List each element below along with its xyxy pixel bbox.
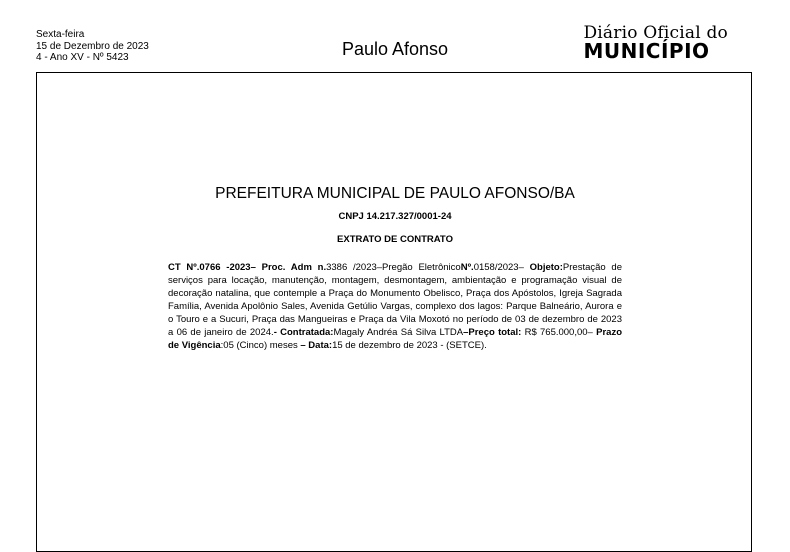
contratada-text: Magaly Andréa Sá Silva LTDA	[333, 327, 464, 338]
preco-text: R$ 765.000,00–	[521, 327, 593, 338]
logo-top-text: Diário Oficial do	[583, 23, 728, 43]
pregao-number-label: Nº.	[460, 262, 474, 273]
city-name: Paulo Afonso	[341, 39, 449, 59]
proc-number: 3386 /2023–Pregão Eletrônico	[326, 262, 461, 273]
contract-body	[168, 261, 622, 352]
contratada-label: - Contratada:	[273, 327, 334, 338]
edition-number: 4 - Ano XV - Nº 5423	[36, 52, 129, 63]
preco-label: –Preço total:	[463, 327, 522, 338]
vigencia-text: :05 (Cinco) meses	[220, 340, 301, 351]
ct-label: CT Nº.0766 -2023– Proc. Adm n.	[168, 262, 327, 273]
organization-name: PREFEITURA MUNICIPAL DE PAULO AFONSO/BA	[215, 185, 575, 202]
weekday: Sexta-feira	[36, 29, 85, 40]
document-title: EXTRATO DE CONTRATO	[337, 234, 453, 245]
cnpj: CNPJ 14.217.327/0001-24	[338, 211, 452, 222]
data-label: – Data:	[300, 340, 333, 351]
logo-bottom-text: MUNICÍPIO	[583, 39, 710, 63]
data-text: 15 de dezembro de 2023 - (SETCE).	[332, 340, 487, 351]
diario-oficial-logo	[583, 24, 728, 61]
objeto-label: Objeto:	[529, 262, 563, 273]
publication-date: 15 de Dezembro de 2023	[36, 40, 149, 52]
vigencia-label: Prazo de Vigência	[168, 327, 622, 351]
pregao-number: 0158/2023–	[473, 262, 524, 273]
objeto-text: Prestação de serviços para locação, manutenção, montagem, desmontagem, ambientação e programação visual de decoração natalina, que contemple a Praça do Monumento Obelisco, Praça dos Apóstolos, Igreja Sagrada Família, Avenida Apolônio Sales, Avenida Getúlio Vargas, complexo dos lagos: Parque Balneário, Aurora e o Touro e a Sucuri, Praça das Mangueiras e Praça da Vila Moxotó no período de 03 de dezembro de 2023 a 06 de janeiro de 2024.	[168, 262, 623, 338]
